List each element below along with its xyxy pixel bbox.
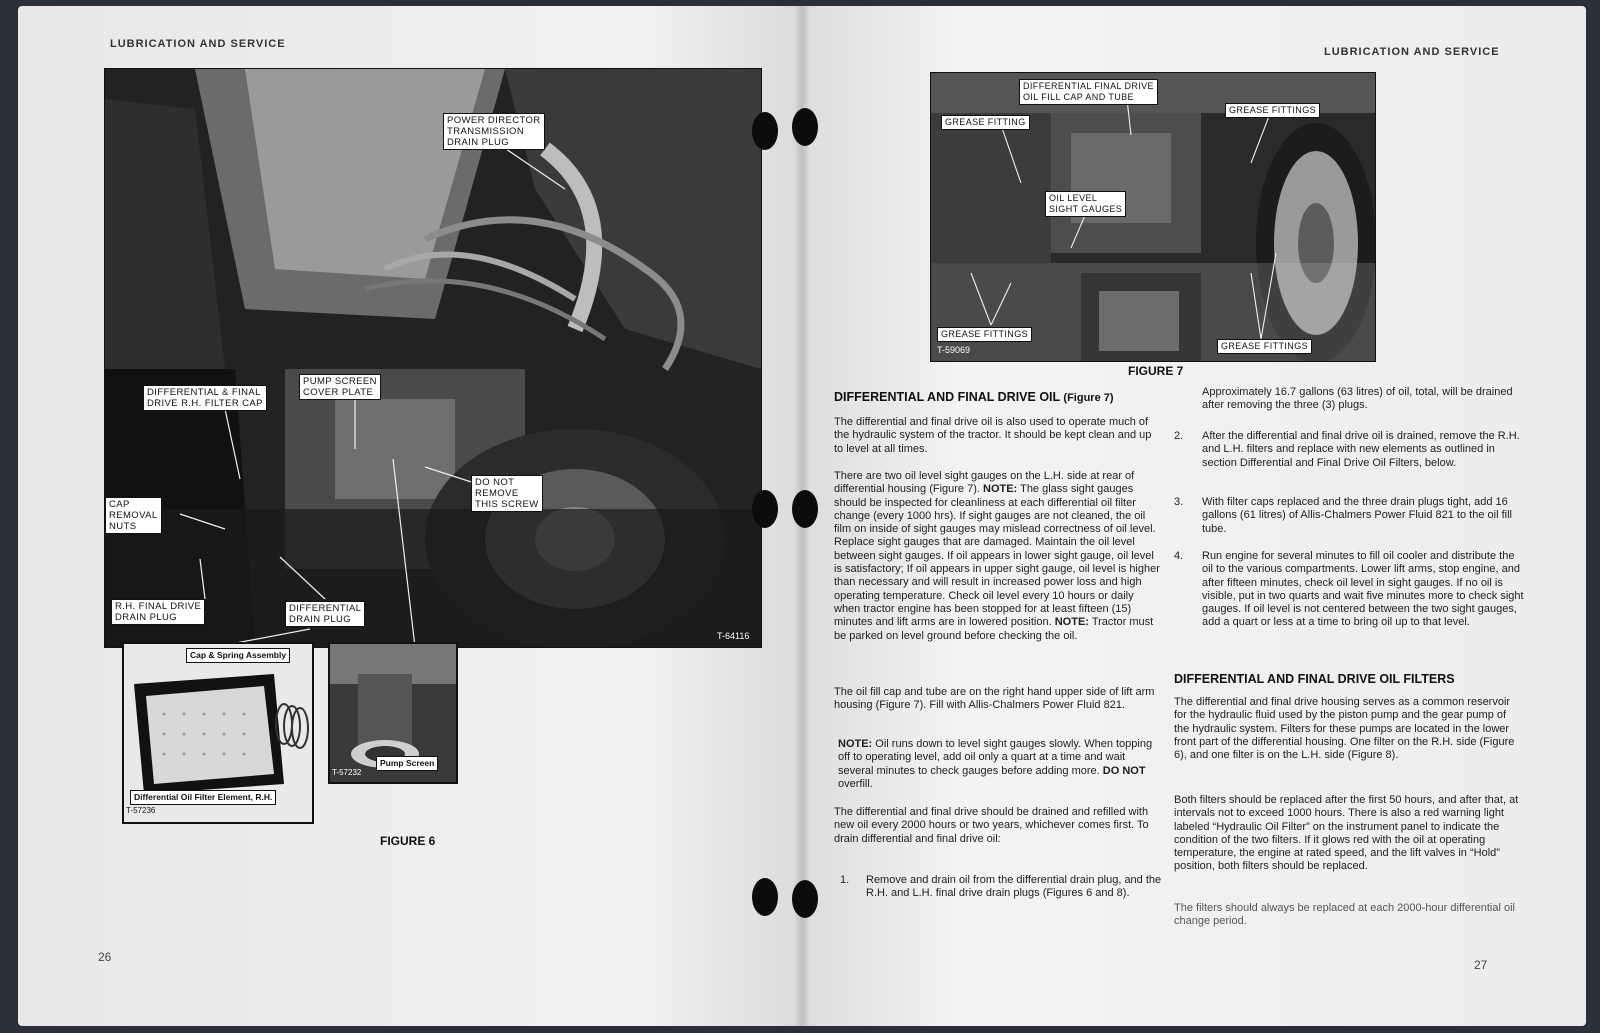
callout-grease-fittings-top: GREASE FITTINGS bbox=[1225, 103, 1320, 118]
label-pump-screen: Pump Screen bbox=[376, 756, 438, 771]
page-header: LUBRICATION AND SERVICE bbox=[110, 38, 286, 50]
step-4-number: 4. bbox=[1174, 550, 1184, 562]
page-number-right: 27 bbox=[1474, 958, 1488, 972]
binder-hole bbox=[752, 112, 778, 150]
section-1-paragraph-1: The differential and final drive oil is also used to operate much of the hydraulic system of the tractor. It should be kept clean and up to level at all times. bbox=[834, 416, 1152, 455]
note-label: NOTE: bbox=[838, 738, 873, 750]
callout-oil-level-sight-gauges: OIL LEVEL SIGHT GAUGES bbox=[1045, 191, 1126, 217]
note-do-not: DO NOT bbox=[1102, 764, 1146, 777]
callout-do-not-remove-screw: DO NOT REMOVE THIS SCREW bbox=[471, 475, 543, 512]
inset-pump-code: T-57232 bbox=[332, 768, 362, 777]
label-filter-element: Differential Oil Filter Element, R.H. bbox=[130, 790, 276, 805]
note-label: NOTE: bbox=[983, 483, 1018, 496]
section-2-paragraph-3: The filters should always be replaced at each 2000-hour differential oil change period. bbox=[1174, 902, 1515, 928]
step-3-text: With filter caps replaced and the three drain plugs tight, add 16 gallons (61 litres) of Allis-Chalmers Power Fluid 821 to the oil fill tube. bbox=[1202, 496, 1512, 535]
figure-6-photo bbox=[104, 68, 762, 648]
page-header: LUBRICATION AND SERVICE bbox=[1324, 46, 1500, 58]
callout-grease-fittings-left: GREASE FITTINGS bbox=[937, 327, 1032, 342]
page-number-left: 26 bbox=[98, 950, 112, 964]
step-2-number: 2. bbox=[1174, 430, 1184, 442]
figure-6-caption: FIGURE 6 bbox=[380, 834, 436, 848]
left-page bbox=[18, 6, 788, 1026]
label-cap-spring-assembly: Cap & Spring Assembly bbox=[186, 648, 290, 663]
section-1-note bbox=[838, 738, 1162, 791]
step-3-number: 3. bbox=[1174, 496, 1184, 508]
step-1-text: Remove and drain oil from the differential drain plug, and the R.H. and L.H. final drive drain plugs (Figures 6 and 8). bbox=[866, 874, 1162, 900]
section-1-paragraph-2 bbox=[834, 470, 1162, 643]
tractor-underside-image bbox=[105, 69, 761, 647]
callout-grease-fitting: GREASE FITTING bbox=[941, 115, 1030, 130]
callout-diff-filter-cap: DIFFERENTIAL & FINAL DRIVE R.H. FILTER CAP bbox=[143, 385, 267, 411]
section-1-figure-ref: (Figure 7) bbox=[1063, 392, 1114, 404]
inset-pump-screen bbox=[328, 642, 458, 784]
callout-oil-fill-cap: DIFFERENTIAL FINAL DRIVE OIL FILL CAP AND TUBE bbox=[1019, 79, 1158, 105]
step-1-number: 1. bbox=[840, 874, 850, 886]
step-2-text: After the differential and final drive oil is drained, remove the R.H. and L.H. filters and replace with new elements as outlined in section Differential and Final Drive Oil Filters, below. bbox=[1202, 430, 1520, 469]
photo-code: T-59069 bbox=[937, 345, 971, 355]
callout-power-director-drain-plug: POWER DIRECTOR TRANSMISSION DRAIN PLUG bbox=[443, 113, 545, 150]
step-4-text: Run engine for several minutes to fill oil cooler and distribute the oil to the various compartments. Lower lift arms, stop engine, and after fifteen minutes, check oil level in sight gauges. If no oil is visible, put in two quarts and wait five minutes more to check sight gauges. If oil level is not centered between the two sight gauges, add a quart or less at a time to bring oil up to that level. bbox=[1202, 550, 1524, 629]
right-page bbox=[794, 6, 1586, 1026]
inset-filter-code: T-57236 bbox=[126, 806, 156, 815]
binder-hole bbox=[752, 878, 778, 916]
callout-cap-removal-nuts: CAP REMOVAL NUTS bbox=[105, 497, 162, 534]
para-2b: The glass sight gauges should be inspected for cleanliness at each differential oil filter change (every 1000 hrs). If sight gauges are not cleaned, the oil film on inside of sight gauges may mislead correctness of oil level. Replace sight gauges that are damaged. Maintain the oil level between sight gauges. If oil appears in lower sight gauge, oil level is satisfactory; If oil appears in upper sight gauge, oil level is higher than necessary and will result in increased power loss and high operating temperature. Check oil level every 10 hours or daily when tractor engine has been stopped for at least fifteen (15) minutes and lift arms are in lowered position. bbox=[834, 483, 1160, 629]
section-2-paragraph-1: The differential and final drive housing serves as a common reservoir for the hydraulic fluid used by the piston pump and the gear pump of the hydraulic system. Filters for these pumps are located in the lower front part of the differential housing. One filter on the R.H. side (Figure 6), and one filter is on the L.H. side (Figure 8). bbox=[1174, 696, 1515, 762]
para-2a: There are two oil level sight gauges on the L.H. side at rear of differential housing (Figure 7). bbox=[834, 470, 1135, 496]
inset-filter-element bbox=[122, 642, 314, 824]
manual-spread bbox=[18, 6, 1586, 1026]
note-end: overfill. bbox=[838, 777, 873, 790]
section-2-paragraph-2: Both filters should be replaced after the first 50 hours, and after that, at intervals not to exceed 1000 hours. There is also a red warning light labeled “Hydraulic Oil Filter” on the instrument panel to indicate the condition of the two filters. If it glows red with the oil at operating temperature, the engine at rated speed, and the lift valves in “Hold” position, both filters should be replaced. bbox=[1174, 794, 1519, 873]
section-1-paragraph-3: The oil fill cap and tube are on the right hand upper side of lift arm housing (Figure 7). Fill with Allis-Chalmers Power Fluid 821. bbox=[834, 686, 1155, 712]
section-1-paragraph-4: The differential and final drive should be drained and refilled with new oil every 2000 hours or two years, whichever comes first. To drain differential and final drive oil: bbox=[834, 806, 1149, 845]
binder-hole bbox=[752, 490, 778, 528]
figure-7-photo bbox=[930, 72, 1376, 362]
para-2c: Tractor must be parked on level ground before checking the oil. bbox=[834, 616, 1154, 642]
section-1-title: DIFFERENTIAL AND FINAL DRIVE OIL bbox=[834, 390, 1060, 404]
callout-differential-drain-plug: DIFFERENTIAL DRAIN PLUG bbox=[285, 601, 365, 627]
step-1-continued: Approximately 16.7 gallons (63 litres) of oil, total, will be drained after removing the three (3) plugs. bbox=[1202, 386, 1513, 412]
callout-rh-final-drive-drain-plug: R.H. FINAL DRIVE DRAIN PLUG bbox=[111, 599, 205, 625]
figure-7-caption: FIGURE 7 bbox=[1128, 364, 1184, 378]
note-label: NOTE: bbox=[1054, 616, 1089, 629]
callout-pump-screen-cover-plate: PUMP SCREEN COVER PLATE bbox=[299, 374, 381, 400]
note-text: Oil runs down to level sight gauges slowly. When topping off to operating level, add oil only a quart at a time and wait several minutes to check gauges before adding more. bbox=[838, 738, 1153, 777]
section-2-heading: DIFFERENTIAL AND FINAL DRIVE OIL FILTERS bbox=[1174, 672, 1455, 686]
photo-code: T-64116 bbox=[717, 631, 750, 641]
callout-grease-fittings-right: GREASE FITTINGS bbox=[1217, 339, 1312, 354]
section-1-heading bbox=[834, 390, 1114, 404]
